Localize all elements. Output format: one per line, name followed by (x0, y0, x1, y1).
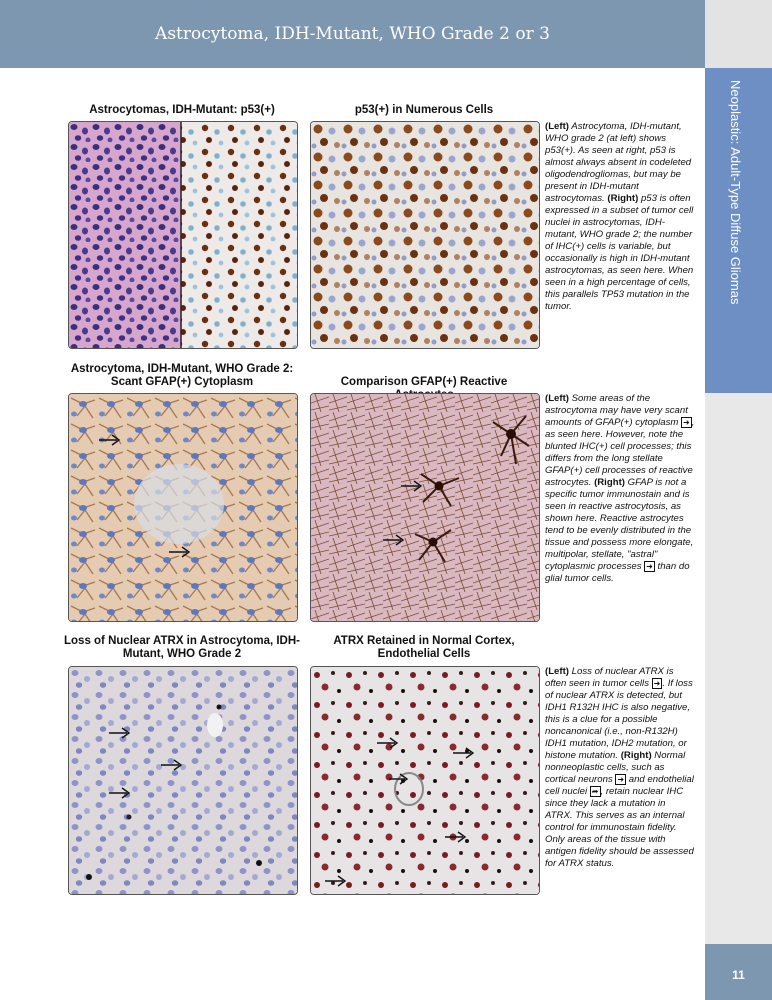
caption-row3-right-text-a: Normal nonneoplastic cells, such as cortical neurons (545, 750, 686, 785)
open-arrow-icon: ➜ (683, 418, 690, 427)
figure-title-gfap-right: Comparison GFAP(+) Reactive (340, 376, 508, 388)
page-header (0, 0, 705, 68)
caption-row1 (545, 121, 695, 313)
micrograph-he-p53-split (68, 121, 298, 349)
micrograph-he-p53-split-image (69, 122, 297, 348)
figure-title-p53-right: p53(+) in Numerous Cells (354, 104, 494, 116)
caption-row3-right-text-b: and endothelial cell nuclei (545, 774, 694, 797)
caption-row1-right-tag: (Right) (607, 193, 639, 204)
micrograph-gfap-scant (68, 393, 298, 622)
micrograph-p53-numerous (310, 121, 540, 349)
page-number: 11 (732, 968, 745, 982)
figure-title-gfap-left: Astrocytoma, IDH-Mutant, WHO Grade 2: Scant GFAP(+) Cytoplasm (70, 363, 294, 388)
side-margin (705, 393, 772, 944)
caption-row2-right-text-b: than do glial tumor cells. (545, 561, 690, 584)
micrograph-atrx-retained-image (311, 667, 539, 894)
micrograph-gfap-reactive-image (311, 394, 539, 621)
micrograph-atrx-loss (68, 666, 298, 895)
caption-row2-left-text-a: Some areas of the astrocytoma may have very scant amounts of GFAP(+) cytoplasm (545, 393, 688, 428)
chapter-side-tab[interactable] (705, 68, 772, 393)
caption-row2-right-text-a: GFAP is not a specific tumor immunostain and is seen in reactive astrocytosis, as shown here. Reactive astrocytes tend to be evenly distributed in the tissue and possess more elongate, multipolar, stellate, "astral" cytoplasmic processes (545, 477, 694, 572)
caption-row2 (545, 393, 695, 585)
figure-title-p53-left: Astrocytomas, IDH-Mutant: p53(+) (89, 104, 275, 116)
micrograph-gfap-reactive (310, 393, 540, 622)
caption-row1-left-tag: (Left) (545, 121, 569, 132)
chapter-side-tab-label: Neoplastic: Adult-Type Diffuse Gliomas (728, 80, 743, 305)
open-arrow-icon: ➜ (646, 562, 653, 571)
figure-title-atrx-right: ATRX Retained in Normal Cortex, Endothelial Cells (333, 635, 515, 660)
caption-row1-right-text: p53 is often expressed in a subset of tumor cell nuclei in astrocytomas, IDH-mutant, WHO grade 2; the number of IHC(+) cells is variable, but occasionally is high in IDH-mutant astrocytomas, as seen here. When seen in a high percentage of cells, this parallels TP53 mutation in the tumor. (545, 193, 694, 312)
micrograph-atrx-retained (310, 666, 540, 895)
caption-row2-right-tag: (Right) (594, 477, 625, 488)
corner-tab (705, 0, 772, 68)
page-title: Astrocytoma, IDH-Mutant, WHO Grade 2 or 3 (155, 24, 550, 44)
micrograph-p53-numerous-image (311, 122, 539, 348)
figure-title-atrx-left: Loss of Nuclear ATRX in Astrocytoma, IDH-Mutant, WHO Grade 2 (64, 635, 300, 660)
caption-row2-left-tag: (Left) (545, 393, 569, 404)
caption-row3-left-tag: (Left) (545, 666, 569, 677)
curved-arrow-icon: ➦ (591, 787, 599, 796)
micrograph-atrx-loss-image (69, 667, 297, 894)
caption-row1-left-text: Astrocytoma, IDH-mutant, WHO grade 2 (at left) shows p53(+). As seen at right, p53 is almost always absent in codeleted oligodendrogliomas, but may be present in IDH-mutant astrocytomas. (545, 121, 692, 204)
caption-row2-left-text-b: , as seen here. However, note the blunted IHC(+) cell processes; this differs from the long stellate GFAP(+) cell processes of reactive astrocytes. (545, 417, 695, 488)
caption-row3-left-text-b: . If loss of nuclear ATRX is detected, but IDH1 R132H IHC is also negative, this is a clue for a possible noncanonical (i.e., non-R132H) IDH1 mutation, IDH2 mutation, or histone mutation. (545, 678, 693, 761)
page-number-tab (705, 944, 772, 1000)
caption-row3-right-tag: (Right) (620, 750, 652, 761)
caption-row3 (545, 666, 695, 870)
caption-row3-left-text-a: Loss of nuclear ATRX is often seen in tumor cells (545, 666, 674, 689)
open-arrow-icon: ➜ (617, 775, 625, 784)
micrograph-gfap-scant-image (69, 394, 297, 621)
open-arrow-icon: ➜ (653, 679, 661, 688)
caption-row3-right-text-c: , retain nuclear IHC since they lack a mutation in ATRX. This serves as an internal control for immunostain fidelity. Only areas of the tissue with antigen fidelity should be assessed for ATRX status. (545, 786, 694, 869)
